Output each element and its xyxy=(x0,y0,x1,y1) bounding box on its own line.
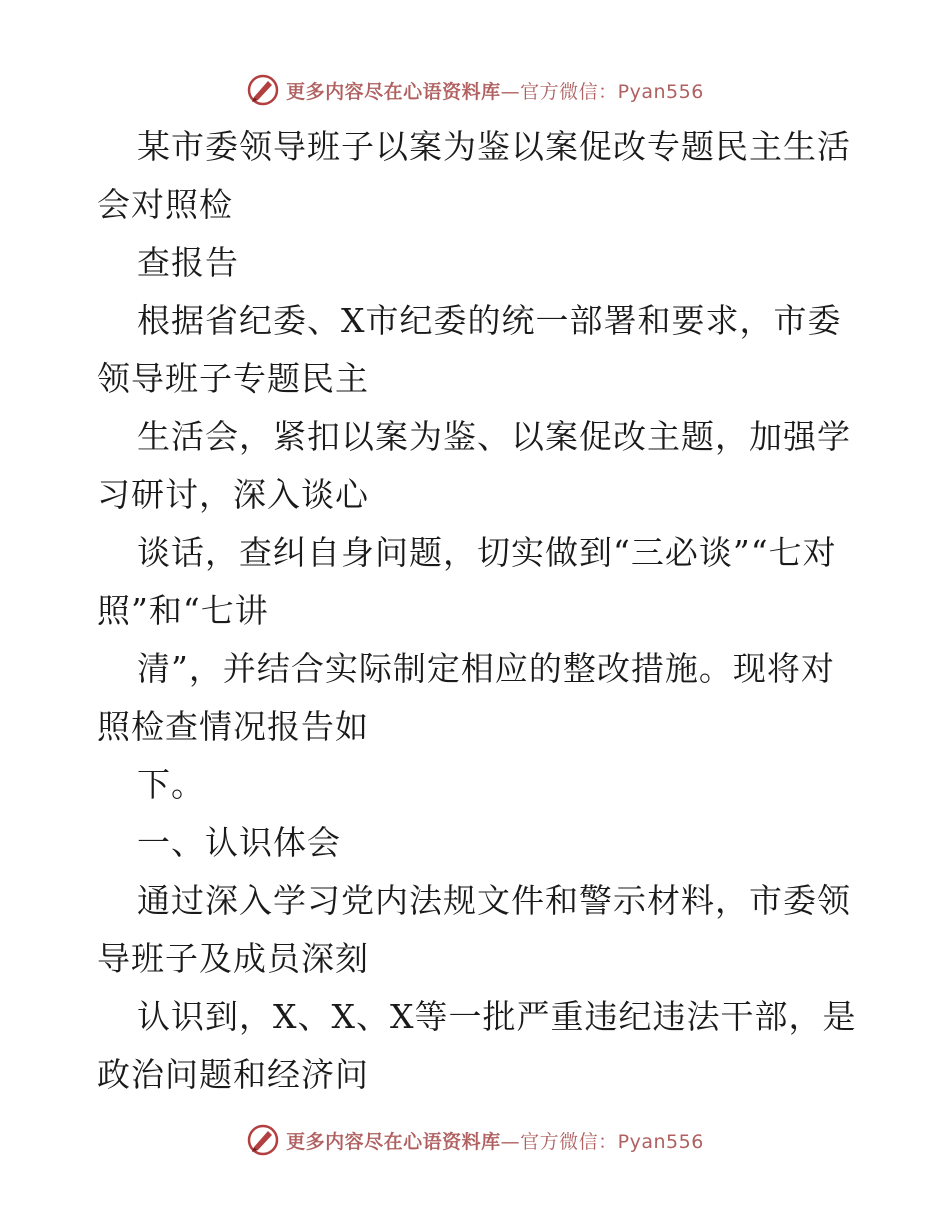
section-heading: 一、认识体会 xyxy=(137,823,341,862)
paragraph-line: 认识到，X、X、X等一批严重违纪违法干部，是政治问题和经济问 xyxy=(97,997,857,1094)
paragraph-line: 谈话，查纠自身问题，切实做到“三必谈”“七对照”和“七讲 xyxy=(97,533,837,630)
document-body xyxy=(97,118,857,1104)
paragraph-line: 下。 xyxy=(137,765,205,804)
header-watermark xyxy=(0,70,950,110)
pen-logo-icon xyxy=(246,1123,280,1157)
paragraph-line: 通过深入学习党内法规文件和警示材料，市委领导班子及成员深刻 xyxy=(97,881,851,978)
title-line-1: 某市委领导班子以案为鉴以案促改专题民主生活会对照检 xyxy=(97,127,851,224)
paragraph-line: 清”，并结合实际制定相应的整改措施。现将对照检查情况报告如 xyxy=(97,649,835,746)
footer-watermark xyxy=(0,1120,950,1160)
paragraph-line: 生活会，紧扣以案为鉴、以案促改主题，加强学习研讨，深入谈心 xyxy=(97,417,851,514)
title-line-2: 查报告 xyxy=(137,243,239,282)
paragraph-line: 根据省纪委、X市纪委的统一部署和要求，市委领导班子专题民主 xyxy=(97,301,842,398)
pen-logo-icon xyxy=(246,73,280,107)
banner-text: 更多内容尽在心语资料库—官方微信：Pyan556 xyxy=(286,1130,704,1153)
banner-text: 更多内容尽在心语资料库—官方微信：Pyan556 xyxy=(286,80,704,103)
